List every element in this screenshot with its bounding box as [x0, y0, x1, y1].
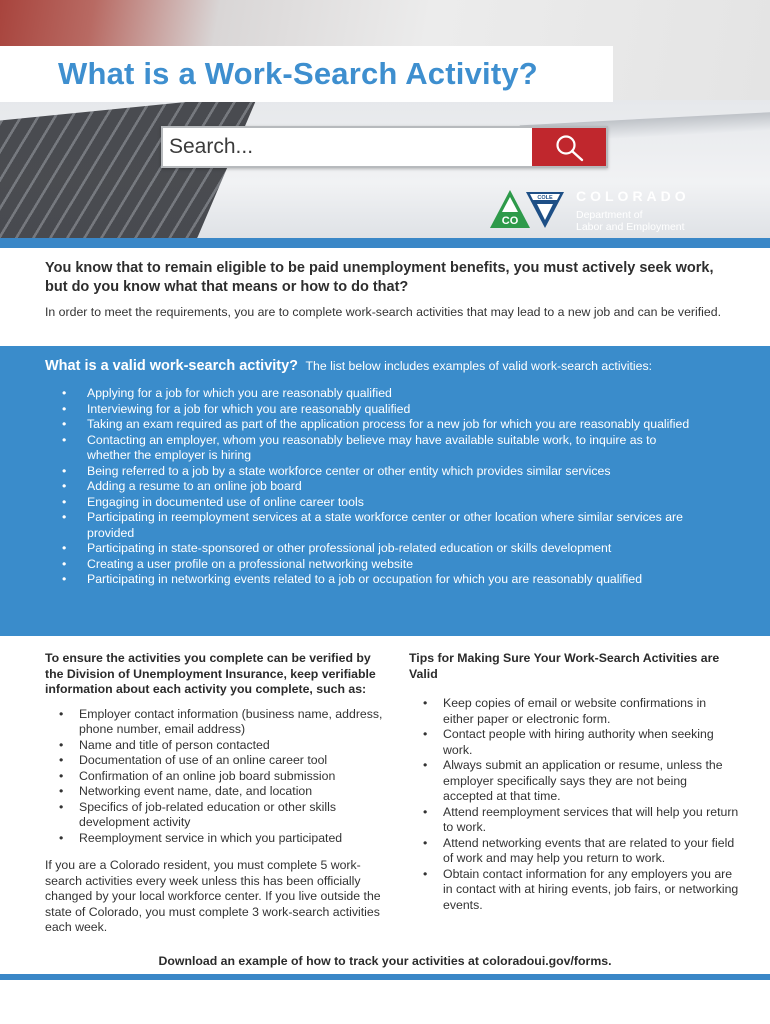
search-icon — [554, 134, 586, 162]
list-item: • Interviewing for a job for which you are reasonably qualified — [62, 402, 702, 418]
list-item: • Contacting an employer, whom you reasonably believe may have available suitable work, to inquire as to whether the employer is hiring — [62, 433, 702, 464]
search-button[interactable] — [532, 128, 606, 166]
list-item: • Name and title of person contacted — [45, 738, 385, 754]
list-item: • Creating a user profile on a professional networking website — [62, 557, 702, 573]
list-item: • Keep copies of email or website confirmations in either paper or electronic form. — [409, 696, 739, 727]
list-item: • Networking event name, date, and location — [45, 784, 385, 800]
page-title: What is a Work-Search Activity? — [58, 56, 538, 91]
valid-activities-subtitle: The list below includes examples of valid work-search activities: — [305, 359, 653, 373]
list-item: • Reemployment service in which you participated — [45, 831, 385, 847]
valid-activities-heading — [45, 357, 745, 375]
list-item: • Obtain contact information for any employers you are in contact with at hiring events, job fairs, or networking events. — [409, 867, 739, 914]
list-item: • Employer contact information (business name, address, phone number, email address) — [45, 707, 385, 738]
list-item: • Documentation of use of an online career tool — [45, 753, 385, 769]
logo-department-name — [576, 209, 685, 233]
search-bar — [161, 126, 608, 168]
list-item: • Taking an exam required as part of the application process for a new job for which you are reasonably qualified — [62, 417, 702, 433]
verification-section — [45, 651, 385, 936]
list-item: • Engaging in documented use of online career tools — [62, 495, 702, 511]
divider-stripe-top — [0, 238, 770, 248]
svg-text:COLE: COLE — [537, 195, 553, 201]
tips-heading: Tips for Making Sure Your Work-Search Activities are Valid — [409, 651, 720, 681]
verification-heading: To ensure the activities you complete can be verified by the Division of Unemployment Insurance, keep verifiable information about each activity you complete, such as: — [45, 651, 376, 696]
list-item: • Confirmation of an online job board submission — [45, 769, 385, 785]
logo-dept-line1: Department of — [576, 209, 643, 221]
list-item: • Specifics of job-related education or other skills development activity — [45, 800, 385, 831]
search-input[interactable] — [169, 132, 529, 162]
divider-stripe-bottom — [0, 974, 770, 980]
tips-list — [409, 696, 739, 913]
intro-lead: You know that to remain eligible to be paid unemployment benefits, you must actively seek work, but do you know what that means or how to do that? — [45, 260, 714, 295]
list-item: • Attend reemployment services that will help you return to work. — [409, 805, 739, 836]
list-item: • Attend networking events that are related to your field of work and may help you return to work. — [409, 836, 739, 867]
cdle-logo — [488, 188, 718, 234]
valid-activities-panel — [0, 346, 770, 636]
svg-text:CO: CO — [501, 215, 519, 227]
list-item: • Contact people with hiring authority when seeking work. — [409, 727, 739, 758]
list-item: • Participating in state-sponsored or other professional job-related education or skills development — [62, 541, 702, 557]
intro-body: In order to meet the requirements, you are to complete work-search activities that may lead to a new job and can be verified. — [45, 305, 721, 319]
list-item: • Always submit an application or resume, unless the employer specifically says they are not being accepted at that time. — [409, 758, 739, 805]
logo-state-name: COLORADO — [576, 188, 690, 204]
valid-activities-title: What is a valid work-search activity? — [45, 358, 299, 374]
list-item: • Being referred to a job by a state workforce center or other entity which provides similar services — [62, 464, 702, 480]
logo-dept-line2: Labor and Employment — [576, 221, 685, 233]
resident-requirement-note: If you are a Colorado resident, you must complete 5 work-search activities every week unless this has been officially changed by your local workforce center. If you live outside the state of Colorado, you must complete 3 work-search activities each week. — [45, 858, 381, 934]
list-item: • Participating in networking events related to a job or occupation for which you are reasonably qualified — [62, 572, 702, 588]
download-forms-note: Download an example of how to track your activities at coloradoui.gov/forms. — [158, 954, 612, 968]
list-item: • Applying for a job for which you are reasonably qualified — [62, 386, 702, 402]
list-item: • Participating in reemployment services at a state workforce center or other location where similar services are provided — [62, 510, 702, 541]
list-item: • Adding a resume to an online job board — [62, 479, 702, 495]
verification-list — [45, 707, 385, 847]
tips-section — [409, 651, 739, 913]
valid-activities-list — [62, 386, 702, 588]
colorado-logo-icon — [488, 188, 570, 234]
hero-banner — [0, 0, 770, 238]
